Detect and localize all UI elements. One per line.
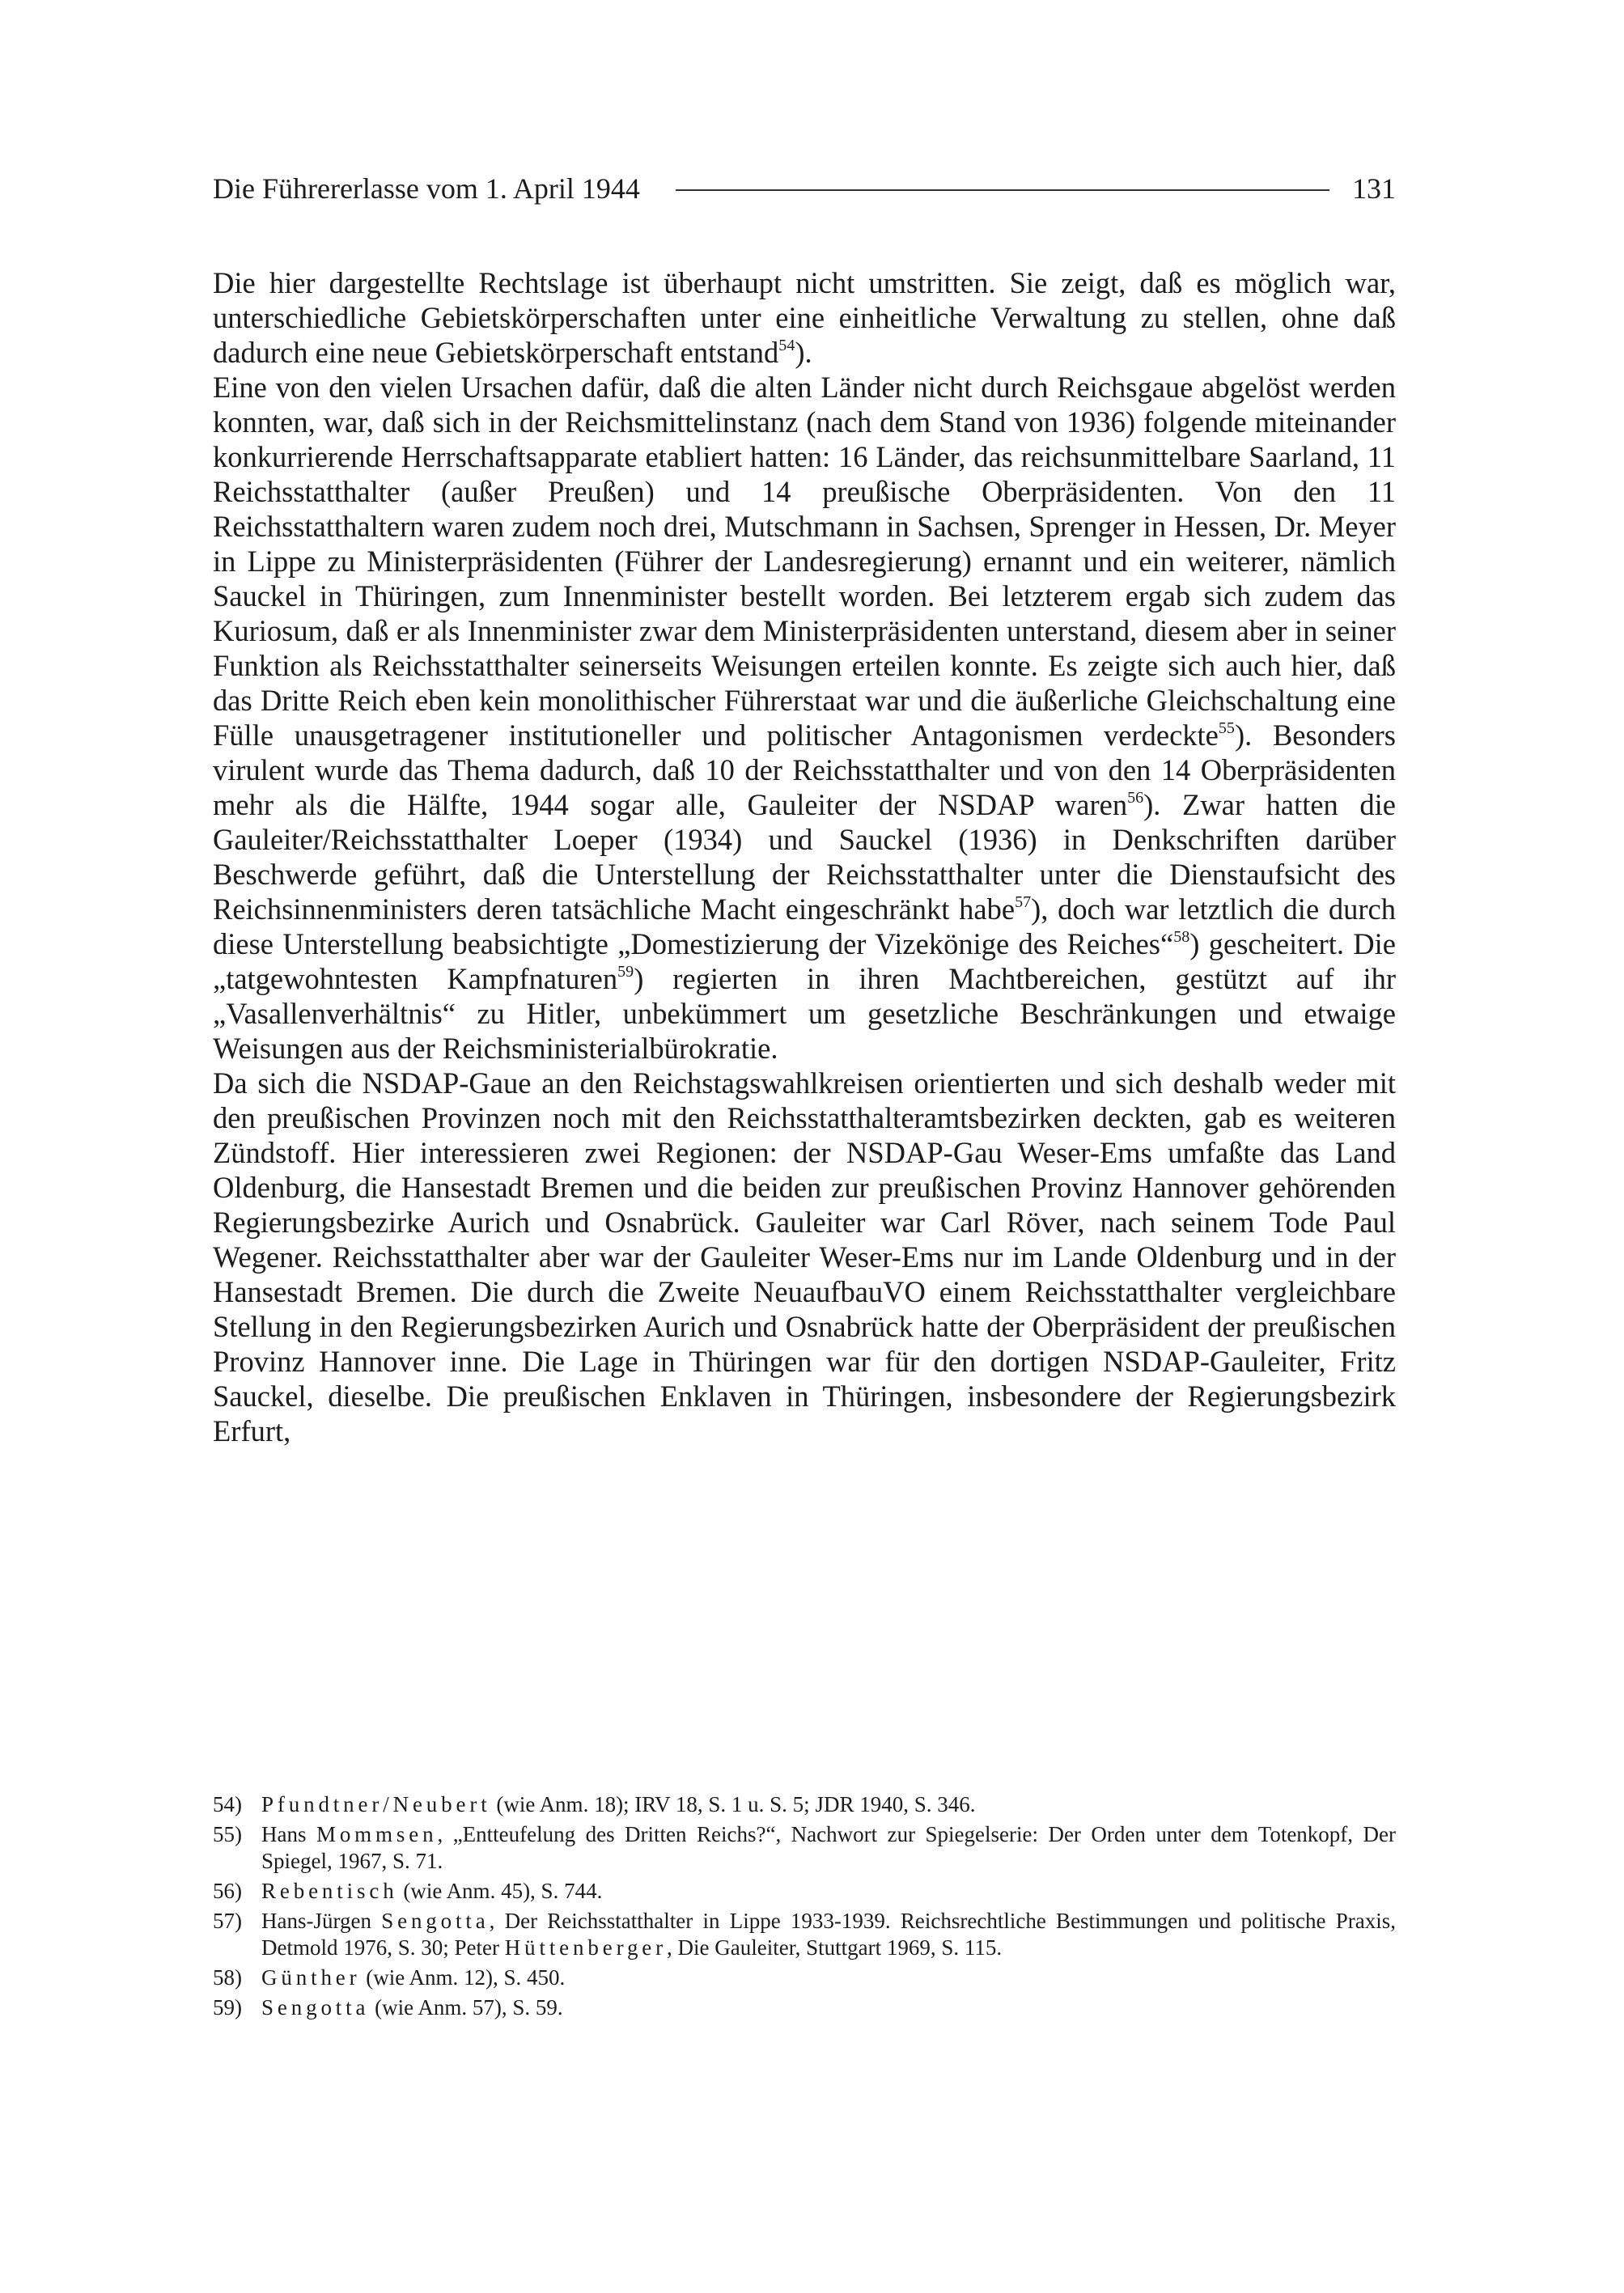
running-title: Die Führererlasse vom 1. April 1944 bbox=[213, 172, 640, 205]
footnote-body: (wie Anm. 18); IRV 18, S. 1 u. S. 5; JDR 1940, S. 346. bbox=[490, 1792, 976, 1816]
text-run: Eine von den vielen Ursachen dafür, daß die alten Länder nicht durch Reichsgaue abgelöst werden konnten, war, daß sich in der Reichsmittelinstanz (nach dem Stand von 1936) folgende miteinander konkurrierende Herrschaftsapparate etabliert hatten: 16 Länder, das reichsunmittelbare Saarland, 11 Reichsstatthalter (außer Preußen) und 14 preußische Oberpräsidenten. Von den 11 Reichsstatthaltern waren zudem noch drei, Mutschmann in Sachsen, Sprenger in Hessen, Dr. Meyer in Lippe zu Ministerpräsidenten (Führer der Landesregierung) ernannt und ein weiterer, nämlich Sauckel in Thüringen, zum Innenminister bestellt worden. Bei letzterem ergab sich zudem das Kuriosum, daß er als Innenminister zwar dem Ministerpräsidenten unterstand, diesem aber in seiner Funktion als Reichsstatthalter seinerseits Weisungen erteilen konnte. Es zeigte sich auch hier, daß das Dritte Reich eben kein monolithischer Führerstaat war und die äußerliche Gleichschaltung eine Fülle unausgetragener institutioneller und politischer Antagonismen verdeckte bbox=[213, 371, 1396, 752]
footnote-author: Sengotta bbox=[381, 1909, 490, 1933]
footnote-54 bbox=[213, 1791, 1396, 1818]
text-run: ) gescheitert. Die „tatgewohntesten Kampfnaturen bbox=[213, 927, 1396, 995]
footnote-number: 57) bbox=[213, 1909, 242, 1933]
text-run: ). Zwar hatten die Gauleiter/Reichsstatthalter Loeper (1934) und Sauckel (1936) in Denkschriften darüber Beschwerde geführt, daß die Unterstellung der Reichsstatthalter unter die Dienstaufsicht des Reichsinnenministers deren tatsächliche Macht eingeschränkt habe bbox=[213, 788, 1396, 926]
footnote-text bbox=[261, 1878, 1396, 1905]
footnote-number: 59) bbox=[213, 1995, 242, 2020]
text-run: ). bbox=[795, 336, 812, 369]
paragraph-1 bbox=[213, 265, 1396, 370]
footnote-body: , Der Reichsstatthalter in Lippe 1933-1939. Reichsrechtliche Bestimmungen und politische Praxis, Detmold 1976, S. 30; Peter bbox=[261, 1909, 1396, 1960]
footnote-author: Günther bbox=[261, 1965, 361, 1990]
paragraph-2 bbox=[213, 370, 1396, 1066]
header-rule bbox=[676, 189, 1329, 191]
footnote-ref-56: 56 bbox=[1127, 788, 1144, 807]
footnote-author: Pfundtner/Neubert bbox=[261, 1792, 491, 1816]
footnote-text bbox=[261, 1994, 1396, 2021]
running-header bbox=[213, 168, 1396, 209]
footnote-prefix: Hans bbox=[261, 1822, 316, 1846]
footnote-body: (wie Anm. 12), S. 450. bbox=[360, 1965, 566, 1990]
text-run: Die hier dargestellte Rechtslage ist überhaupt nicht umstritten. Sie zeigt, daß es möglich war, unterschiedliche Gebietskörperschaften unter eine einheitliche Verwaltung zu stellen, ohne daß dadurch eine neue Gebietskörperschaft entstand bbox=[213, 266, 1396, 369]
footnote-body: , „Entteufelung des Dritten Reichs?“, Nachwort zur Spiegelserie: Der Orden unter dem Totenkopf, Der Spiegel, 1967, S. 71. bbox=[261, 1822, 1396, 1873]
footnote-number: 56) bbox=[213, 1879, 242, 1903]
footnote-author: Rebentisch bbox=[261, 1879, 398, 1903]
footnote-number: 54) bbox=[213, 1792, 242, 1816]
footnote-body: (wie Anm. 57), S. 59. bbox=[369, 1995, 563, 2020]
footnote-text bbox=[261, 1821, 1396, 1875]
footnote-ref-59: 59 bbox=[617, 962, 634, 981]
text-run: ). Besonders virulent wurde das Thema dadurch, daß 10 der Reichsstatthalter und von den 14 Oberpräsidenten mehr als die Hälfte, 1944 sogar alle, Gauleiter der NSDAP waren bbox=[213, 718, 1397, 821]
footnote-ref-58: 58 bbox=[1173, 927, 1190, 946]
footnote-author: Sengotta bbox=[261, 1995, 370, 2020]
footnote-55 bbox=[213, 1821, 1396, 1875]
footnote-author: Mommsen bbox=[316, 1822, 438, 1846]
footnote-57 bbox=[213, 1908, 1396, 1961]
footnote-56 bbox=[213, 1878, 1396, 1905]
footnote-58 bbox=[213, 1965, 1396, 1991]
footnote-prefix: Hans-Jürgen bbox=[261, 1909, 382, 1933]
footnote-text bbox=[261, 1908, 1396, 1961]
page-number: 131 bbox=[1352, 172, 1396, 205]
footnote-body: , Die Gauleiter, Stuttgart 1969, S. 115. bbox=[667, 1935, 1003, 1960]
footnote-ref-55: 55 bbox=[1218, 718, 1235, 737]
footnote-number: 58) bbox=[213, 1965, 242, 1990]
text-run: ), doch war letztlich die durch diese Unterstellung beabsichtigte „Domestizierung der Vizekönige des Reiches“ bbox=[213, 892, 1396, 960]
footnotes bbox=[213, 1791, 1396, 2024]
paragraph-3: Da sich die NSDAP-Gaue an den Reichstagswahlkreisen orientierten und sich deshalb weder mit den preußischen Provinzen noch mit den Reichsstatthalteramtsbezirken deckten, gab es weiteren Zündstoff. Hier interessieren zwei Regionen: der NSDAP-Gau Weser-Ems umfaßte das Land Oldenburg, die Hansestadt Bremen und die beiden zur preußischen Provinz Hannover gehörenden Regierungsbezirke Aurich und Osnabrück. Gauleiter war Carl Röver, nach seinem Tode Paul Wegener. Reichsstatthalter aber war der Gauleiter Weser-Ems nur im Lande Oldenburg und in der Hansestadt Bremen. Die durch die Zweite NeuaufbauVO einem Reichsstatthalter vergleichbare Stellung in den Regierungsbezirken Aurich und Osnabrück hatte der Oberpräsident der preußischen Provinz Hannover inne. Die Lage in Thüringen war für den dortigen NSDAP-Gauleiter, Fritz Sauckel, dieselbe. Die preußischen Enklaven in Thüringen, insbesondere der Regierungsbezirk Erfurt, bbox=[213, 1066, 1396, 1447]
footnote-number: 55) bbox=[213, 1822, 242, 1846]
footnote-ref-57: 57 bbox=[1015, 892, 1032, 911]
main-text bbox=[213, 265, 1396, 1448]
footnote-text bbox=[261, 1965, 1396, 1991]
footnote-text bbox=[261, 1791, 1396, 1818]
text-run: ) regierten in ihren Machtbereichen, gestützt auf ihr „Vasallenverhältnis“ zu Hitler, unbekümmert um gesetzliche Beschränkungen und etwaige Weisungen aus der Reichsministerialbürokratie. bbox=[213, 962, 1396, 1065]
footnote-body: (wie Anm. 45), S. 744. bbox=[397, 1879, 603, 1903]
footnote-59 bbox=[213, 1994, 1396, 2021]
footnote-ref-54: 54 bbox=[778, 336, 795, 354]
footnote-author: Hüttenberger bbox=[504, 1935, 668, 1960]
